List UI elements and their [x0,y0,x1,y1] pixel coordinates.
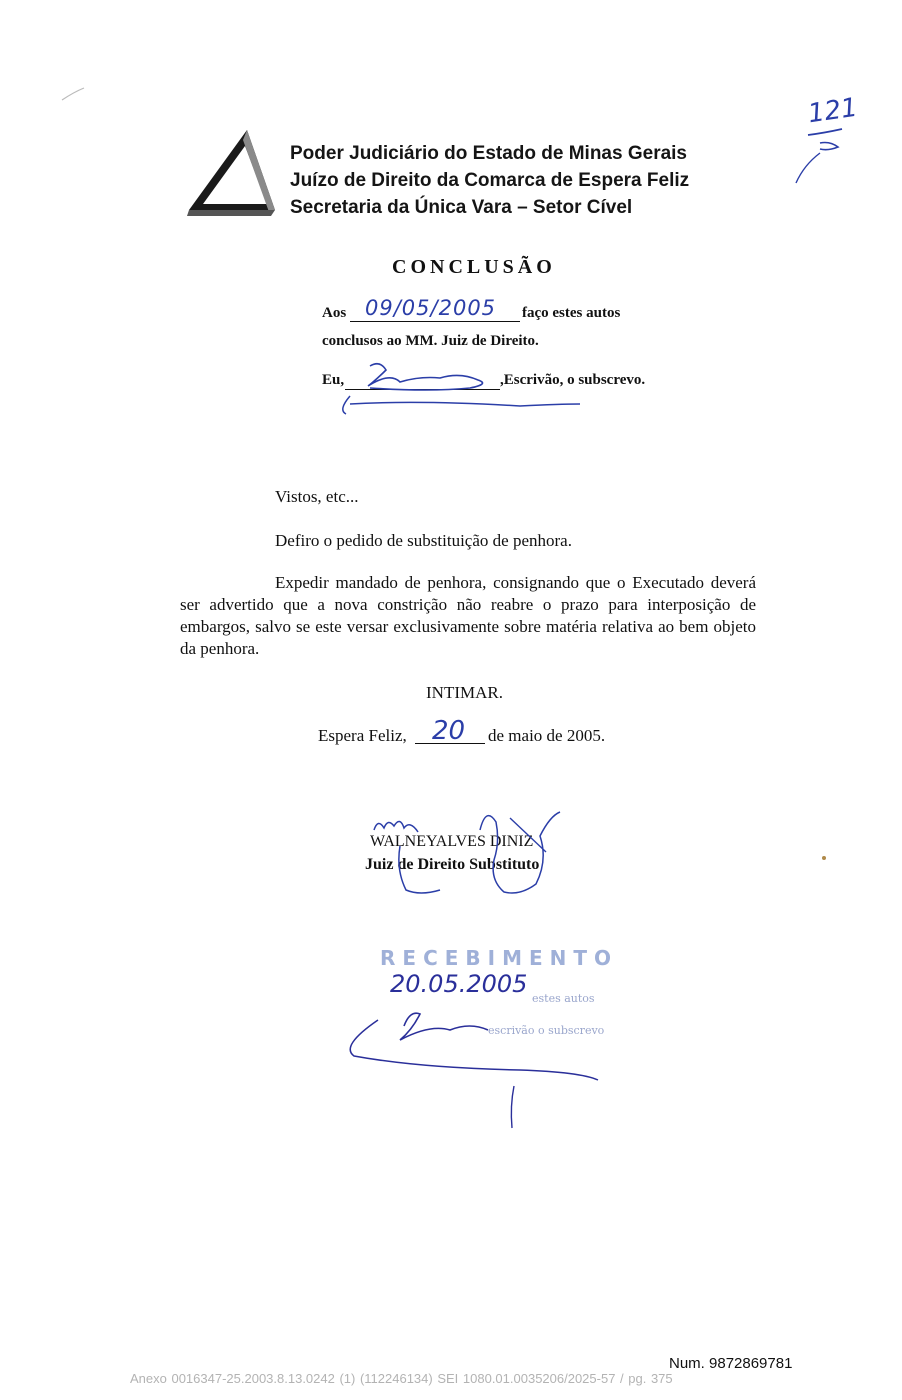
document-number: Num. 9872869781 [669,1355,793,1372]
conclusos-line: conclusos ao MM. Juiz de Direito. [322,333,539,349]
judge-name: WALNEYALVES DINIZ [370,833,534,850]
handwritten-date: 09/05/2005 [365,296,497,320]
expedir-text: Expedir mandado de penhora, consignando que o Executado deverá ser advertido que a nova constrição não reabre o prazo para interposição de embargos, salvo se este versar exclusivamente sobre matéria relativa ao bem objeto da penhora. [180,573,756,658]
stamp-line-2: escrivão o subscrevo [488,1024,605,1037]
letterhead-line-1: Poder Judiciário do Estado de Minas Gerais [290,143,687,164]
stamp-title: RECEBIMENTO [380,946,619,970]
judge-role: Juiz de Direito Substituto [365,856,540,873]
court-logo [185,128,277,220]
stamp-line-1: estes autos [532,992,595,1005]
escrivao-text: ,Escrivão, o subscrevo. [500,372,646,388]
place-prefix: Espera Feliz, [318,726,407,745]
place-suffix: de maio de 2005. [488,726,606,745]
letterhead-line-2: Juízo de Direito da Comarca de Espera Feliz [290,170,690,191]
intimar-text: INTIMAR. [426,683,503,702]
date-underline [350,321,520,322]
escrivao-underline [345,389,500,390]
eu-label: Eu, [322,372,345,388]
conclusao-title: CONCLUSÃO [392,256,556,278]
faco-text: faço estes autos [522,305,621,321]
day-underline [415,743,485,744]
defiro-text: Defiro o pedido de substituição de penhora. [275,531,572,550]
folio-mark [790,92,860,190]
expedir-paragraph [180,572,756,660]
vistos-text: Vistos, etc... [275,487,359,506]
letterhead-line-3: Secretaria da Única Vara – Setor Cível [290,197,633,218]
folio-number-text: 121 [806,92,860,130]
footer-reference: Anexo 0016347-25.2003.8.13.0242 (1) (112246134) SEI 1080.01.0035206/2025-57 / pg. 375 [130,1371,673,1386]
handwritten-day: 20 [432,716,466,746]
aos-label: Aos [322,305,347,321]
letterhead [290,140,689,221]
stamp-date: 20.05.2005 [390,970,528,998]
